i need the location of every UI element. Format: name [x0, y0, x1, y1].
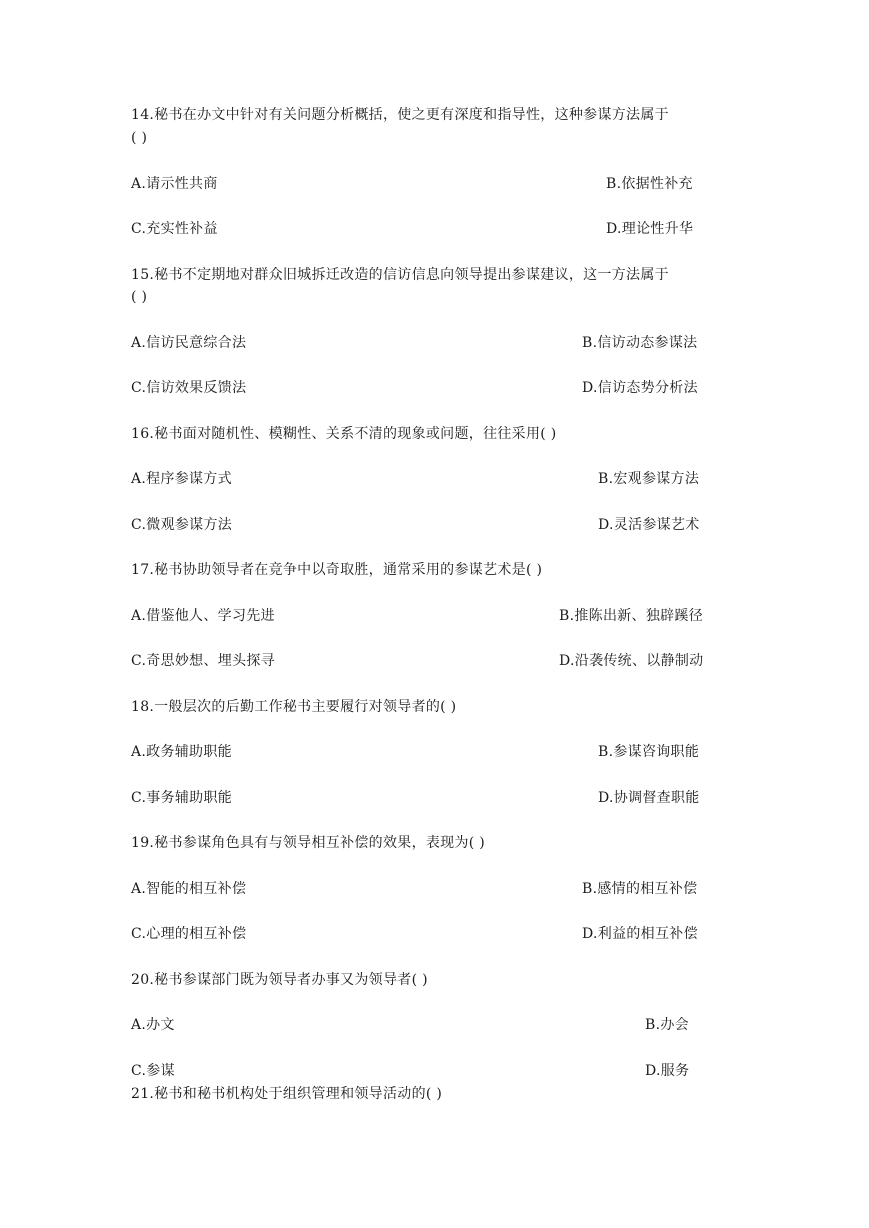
question-15-option-a: A.信访民意综合法	[131, 335, 247, 351]
question-20-option-a: A.办文	[131, 1017, 175, 1033]
question-17-stem: 17.秘书协助领导者在竞争中以奇取胜，通常采用的参谋艺术是( )	[131, 562, 543, 578]
question-19-stem: 19.秘书参谋角色具有与领导相互补偿的效果，表现为( )	[131, 835, 486, 851]
question-17-option-d: D.沿袭传统、以静制动	[559, 653, 704, 669]
question-20-stem: 20.秘书参谋部门既为领导者办事又为领导者( )	[131, 972, 428, 988]
question-18-option-b: B.参谋咨询职能	[598, 744, 700, 760]
question-16-option-d: D.灵活参谋艺术	[598, 517, 700, 533]
question-19-option-a: A.智能的相互补偿	[131, 881, 247, 897]
question-17-option-c: C.奇思妙想、埋头探寻	[131, 653, 275, 669]
question-18-stem: 18.一般层次的后勤工作秘书主要履行对领导者的( )	[131, 699, 457, 715]
question-19-option-c: C.心理的相互补偿	[131, 926, 247, 942]
question-16-option-b: B.宏观参谋方法	[598, 471, 700, 487]
question-14-option-a: A.请示性共商	[131, 176, 218, 192]
question-16-option-a: A.程序参谋方式	[131, 471, 232, 487]
question-17-option-b: B.推陈出新、独辟蹊径	[559, 608, 704, 624]
question-14-stem-cont: ( )	[131, 130, 148, 146]
question-20-option-c: C.参谋	[131, 1063, 175, 1079]
question-14-option-d: D.理论性升华	[606, 221, 694, 237]
question-18-option-d: D.协调督查职能	[598, 790, 700, 806]
question-14-option-c: C.充实性补益	[131, 221, 218, 237]
question-18-option-c: C.事务辅助职能	[131, 790, 233, 806]
question-19-option-d: D.利益的相互补偿	[582, 926, 698, 942]
question-20-option-d: D.服务	[645, 1063, 690, 1079]
question-20-option-b: B.办会	[645, 1017, 689, 1033]
question-19-option-b: B.感情的相互补偿	[582, 881, 698, 897]
question-14-option-b: B.依据性补充	[606, 176, 693, 192]
question-15-option-b: B.信访动态参谋法	[582, 335, 698, 351]
question-16-option-c: C.微观参谋方法	[131, 517, 233, 533]
question-15-option-c: C.信访效果反馈法	[131, 380, 247, 396]
question-16-stem: 16.秘书面对随机性、模糊性、关系不清的现象或问题，往往采用( )	[131, 426, 557, 442]
question-14-stem: 14.秘书在办文中针对有关问题分析概括，使之更有深度和指导性，这种参谋方法属于	[131, 107, 669, 123]
question-15-stem: 15.秘书不定期地对群众旧城拆迁改造的信访信息向领导提出参谋建议，这一方法属于	[131, 267, 669, 283]
question-15-stem-cont: ( )	[131, 289, 148, 305]
question-18-option-a: A.政务辅助职能	[131, 744, 232, 760]
question-15-option-d: D.信访态势分析法	[582, 380, 698, 396]
question-17-option-a: A.借鉴他人、学习先进	[131, 608, 275, 624]
question-21-stem: 21.秘书和秘书机构处于组织管理和领导活动的( )	[131, 1086, 443, 1102]
